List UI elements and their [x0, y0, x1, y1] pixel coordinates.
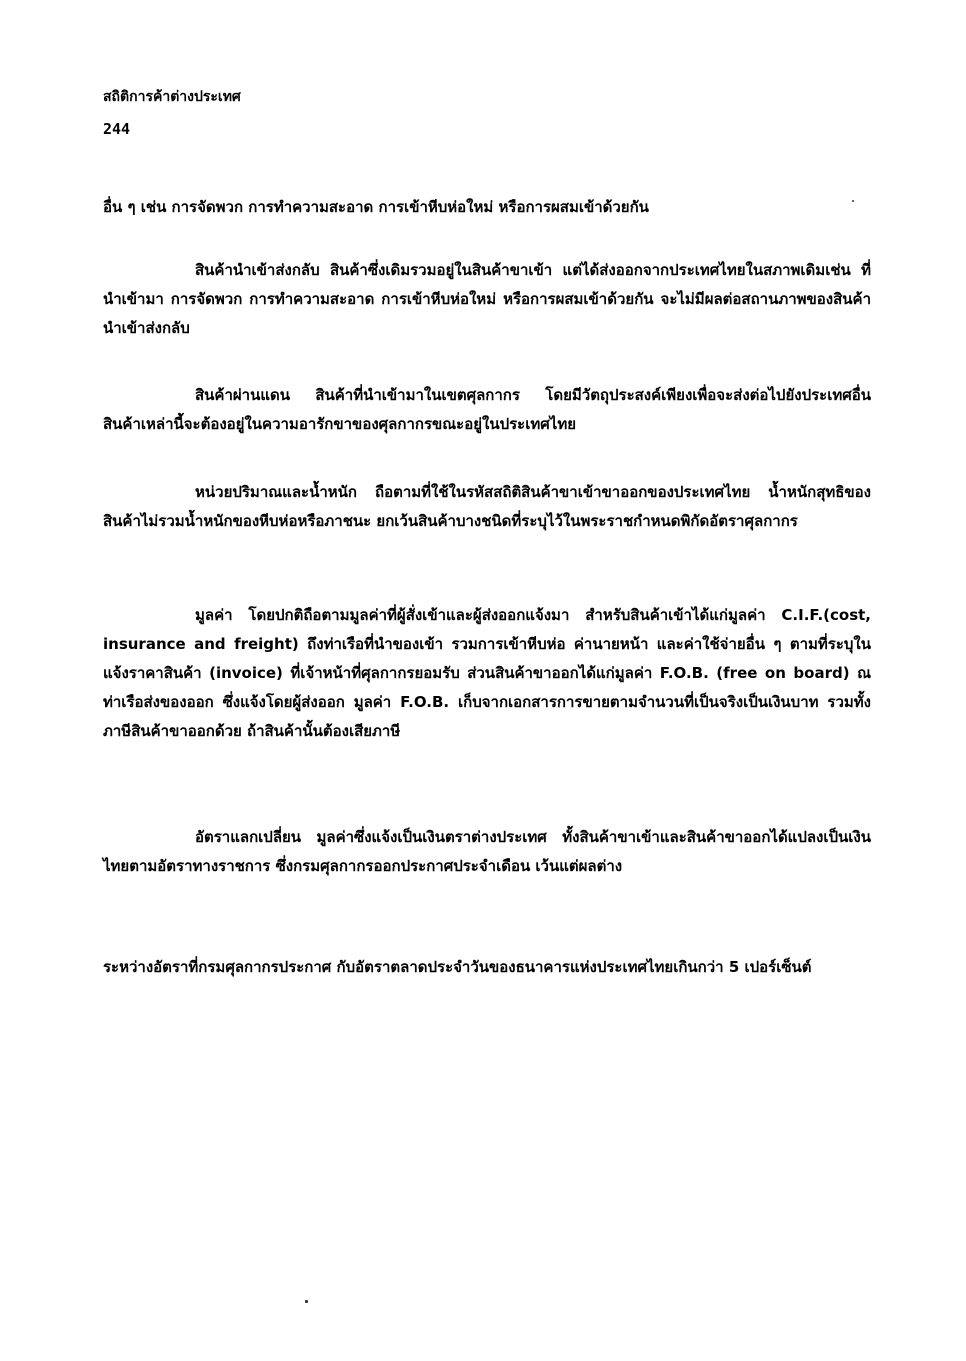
- paragraph-reimport-goods: สินค้านำเข้าส่งกลับ สินค้าซึ่งเดิมรวมอยู่ในสินค้าขาเข้า แต่ได้ส่งออกจากประเทศไทยในสภาพเดิมเช่น ที่นำเข้ามา การจัดพวก การทำความสะอาด การเข้าหีบห่อใหม่ หรือการผสมเข้าด้วยกัน จะไม่มีผลต่อสถานภาพของสินค้านำเข้าส่งกลับ: [103, 261, 871, 337]
- paragraph-units-and-weight: หน่วยปริมาณและน้ำหนัก ถือตามที่ใช้ในรหัสสถิติสินค้าขาเข้าขาออกของประเทศไทย น้ำหนักสุทธิของสินค้าไม่รวมน้ำหนักของหีบห่อหรือภาชนะ ยกเว้นสินค้าบางชนิดที่ระบุไว้ในพระราชกำหนดพิกัดอัตราศุลกากร: [103, 483, 871, 530]
- page-number: 244: [103, 120, 131, 138]
- paragraph-exchange-rate-continued: ระหว่างอัตราที่กรมศุลกากรประกาศ กับอัตราตลาดประจำวันของธนาคารแห่งประเทศไทยเกินกว่า 5 เปอร์เซ็นต์: [103, 958, 812, 976]
- scan-speck: [852, 200, 854, 202]
- paragraph-value: มูลค่า โดยปกติถือตามมูลค่าที่ผู้สั่งเข้าและผู้ส่งออกแจ้งมา สำหรับสินค้าเข้าได้แก่มูลค่า C.I.F.(cost, insurance and freight) ถึงท่าเรือที่นำของเข้า รวมการเข้าหีบห่อ ค่านายหน้า และค่าใช้จ่ายอื่น ๆ ตามที่ระบุในแจ้งราคาสินค้า (invoice) ที่เจ้าหน้าที่ศุลกากรยอมรับ ส่วนสินค้าขาออกได้แก่มูลค่า F.O.B. (free on board) ณ ท่าเรือส่งของออก ซึ่งแจ้งโดยผู้ส่งออก มูลค่า F.O.B. เก็บจากเอกสารการขายตามจำนวนที่เป็นจริงเป็นเงินบาท รวมทั้งภาษีสินค้าขาออกด้วย ถ้าสินค้านั้นต้องเสียภาษี: [103, 606, 871, 740]
- scan-speck: [305, 1300, 308, 1303]
- paragraph-continued-definition: อื่น ๆ เช่น การจัดพวก การทำความสะอาด การเข้าหีบห่อใหม่ หรือการผสมเข้าด้วยกัน: [103, 198, 649, 216]
- running-header-title: สถิติการค้าต่างประเทศ: [103, 89, 241, 105]
- paragraph-transit-goods: สินค้าผ่านแดน สินค้าที่นำเข้ามาในเขตศุลกากร โดยมีวัตถุประสงค์เพียงเพื่อจะส่งต่อไปยังประเทศอื่น สินค้าเหล่านี้จะต้องอยู่ในความอารักขาของศุลกากรขณะอยู่ในประเทศไทย: [103, 386, 871, 433]
- paragraph-exchange-rate: อัตราแลกเปลี่ยน มูลค่าซึ่งแจ้งเป็นเงินตราต่างประเทศ ทั้งสินค้าขาเข้าและสินค้าขาออกได้แปลงเป็นเงินไทยตามอัตราทางราชการ ซึ่งกรมศุลกากรออกประกาศประจำเดือน เว้นแต่ผลต่าง: [103, 828, 871, 875]
